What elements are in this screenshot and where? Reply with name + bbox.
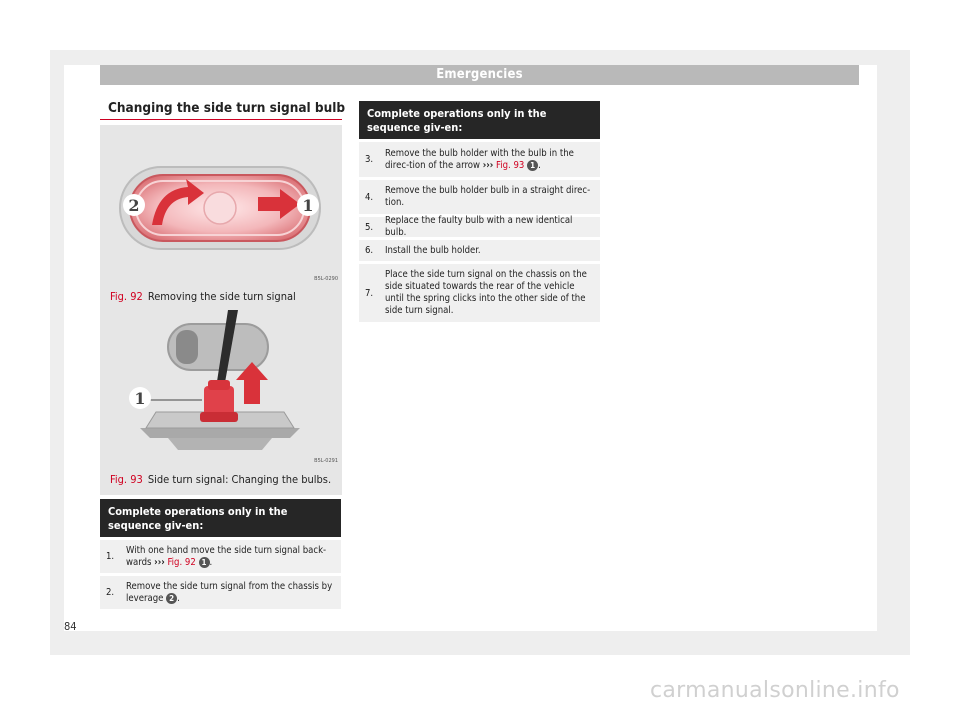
step-text [126, 545, 335, 569]
step-row [359, 261, 600, 322]
figure-code: B5L-0291 [314, 458, 338, 464]
step-text: Install the bulb holder. [385, 244, 481, 256]
callout-badge: 1 [527, 160, 538, 171]
step-text-main: Remove the side turn signal from the chassis by leverage [126, 580, 333, 604]
figure-reference-link[interactable]: Fig. 93 [496, 159, 525, 171]
figure-code: B5L-0290 [314, 276, 338, 282]
steps-table-left [100, 499, 341, 609]
figure-caption [110, 473, 331, 486]
step-text-end: . [209, 556, 213, 568]
step-number: 6. [365, 245, 374, 256]
figure-label: Fig. 92 [110, 290, 143, 303]
section-title: Changing the side turn signal bulb [108, 100, 346, 116]
callout-badge: 2 [166, 593, 177, 604]
step-number: 2. [106, 587, 115, 598]
step-text-end: . [538, 159, 541, 171]
reference-arrow: ››› [482, 159, 494, 171]
step-row [359, 177, 600, 214]
step-text [385, 148, 594, 172]
page-number: 84 [64, 620, 77, 633]
callout-1-fig92: 1 [302, 196, 314, 215]
figure-caption [110, 290, 296, 303]
step-text: Remove the bulb holder bulb in a straight direc-tion. [385, 185, 591, 208]
reference-arrow: ››› [154, 556, 165, 568]
figure-caption-text: Removing the side turn signal [147, 290, 296, 303]
step-number: 7. [365, 287, 374, 299]
callout-2-fig92: 2 [128, 196, 140, 215]
steps-heading: Complete operations only in the sequence giv-en: [100, 499, 341, 537]
step-row [359, 214, 600, 237]
bulb-holder-illustration [100, 310, 342, 468]
chapter-header: Emergencies [100, 65, 859, 85]
watermark: carmanualsonline.info [650, 678, 900, 703]
step-number: 1. [106, 551, 115, 562]
turn-signal-illustration [100, 125, 342, 285]
steps-table-right [359, 101, 600, 322]
figure-reference-link[interactable]: Fig. 92 [167, 556, 196, 568]
step-row [359, 139, 600, 177]
figure-93 [100, 310, 342, 495]
step-text-end: . [177, 592, 180, 604]
step-number: 5. [365, 221, 374, 233]
step-number: 3. [365, 154, 374, 165]
title-underline [100, 119, 342, 120]
step-number: 4. [365, 191, 374, 203]
step-row [100, 537, 341, 573]
step-row [359, 237, 600, 261]
step-text-main: Remove the bulb holder with the bulb in the direc-tion of the arrow [385, 147, 574, 171]
figure-caption-text: Side turn signal: Changing the bulbs. [147, 473, 332, 486]
steps-heading: Complete operations only in the sequence giv-en: [359, 101, 600, 139]
callout-1-fig93: 1 [134, 389, 146, 408]
step-text [126, 581, 335, 605]
step-text-main: With one hand move the side turn signal back-wards [126, 544, 327, 568]
step-text: Place the side turn signal on the chassis on the side situated towards the rear of the vehicle until the spring clicks into the other side of the side turn signal. [385, 269, 587, 316]
step-text: Replace the faulty bulb with a new identical bulb. [385, 215, 573, 238]
figure-92 [100, 125, 342, 311]
callout-badge: 1 [199, 557, 210, 568]
step-row [100, 573, 341, 609]
figure-label: Fig. 93 [110, 473, 143, 486]
